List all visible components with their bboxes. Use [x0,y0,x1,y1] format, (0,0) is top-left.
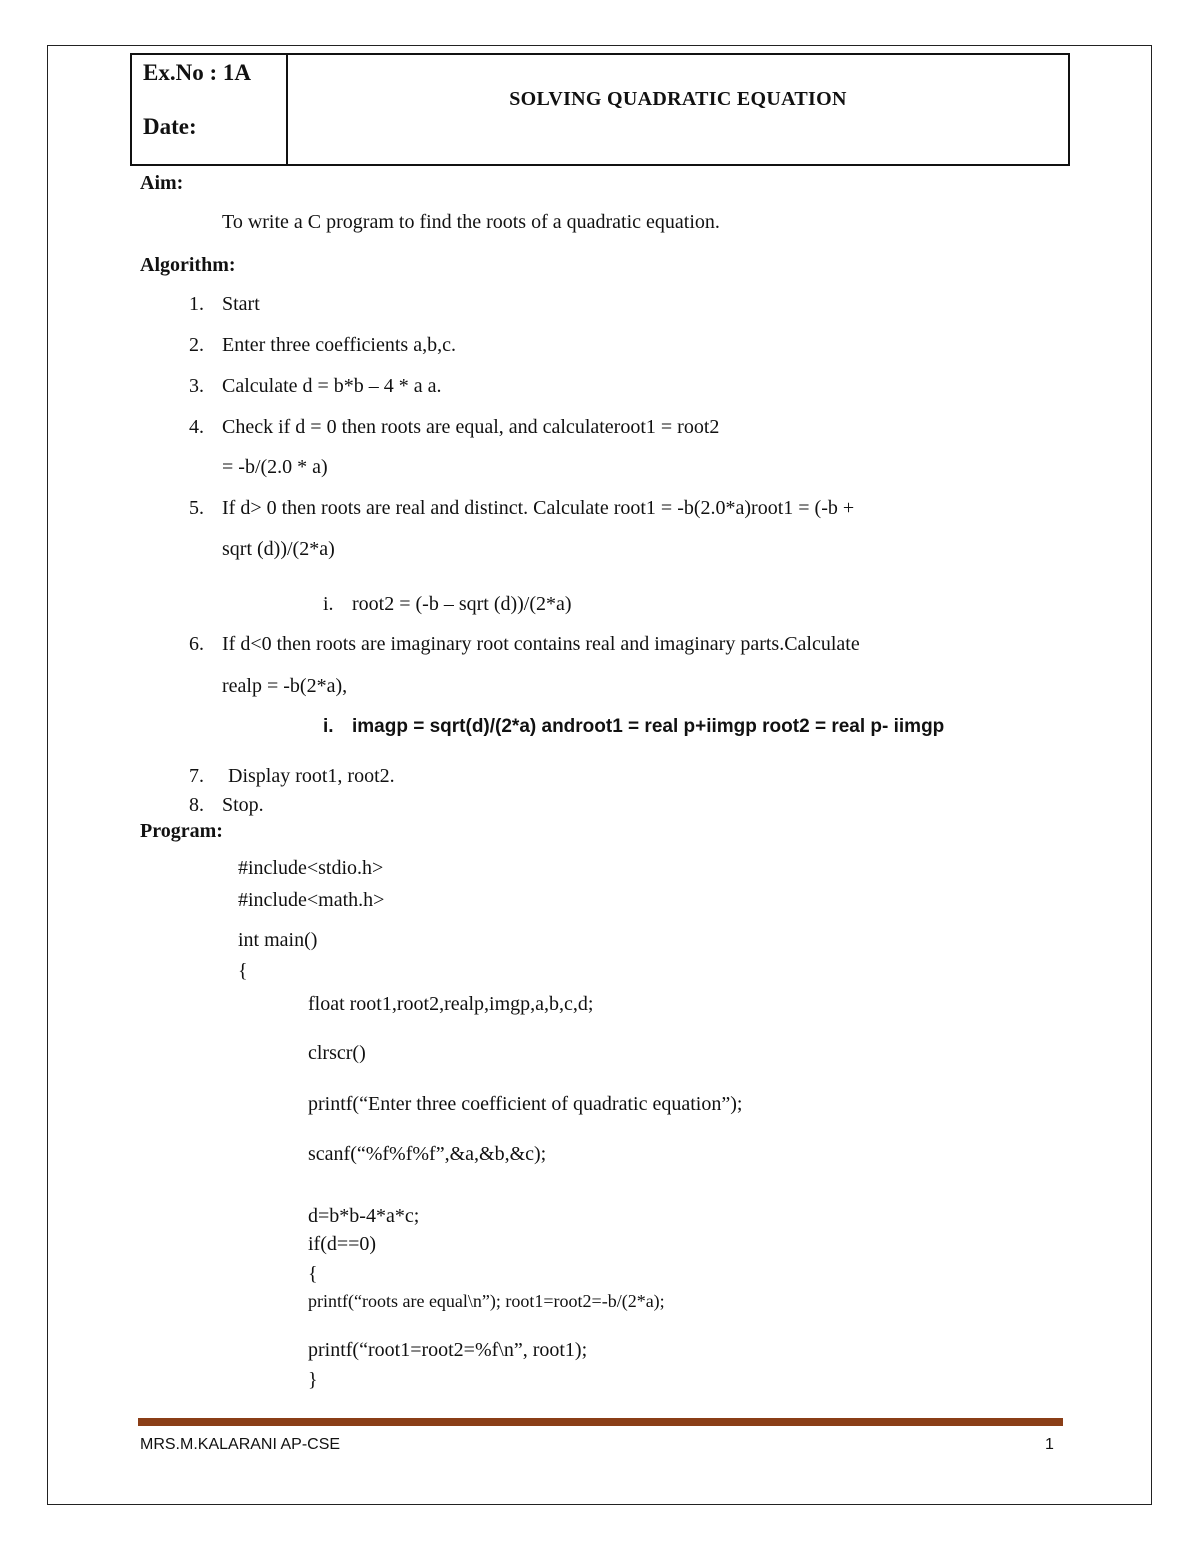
footer-author: MRS.M.KALARANI AP-CSE [140,1436,341,1453]
step-number: 3. [189,375,204,397]
substep-text: root2 = (-b – sqrt (d))/(2*a) [352,593,572,615]
step-text: Enter three coefficients a,b,c. [222,334,456,356]
code-line: int main() [238,929,318,951]
code-line: d=b*b-4*a*c; [308,1205,420,1227]
substep-number: i. [323,593,334,615]
code-line: float root1,root2,realp,imgp,a,b,c,d; [308,993,594,1015]
code-line: #include<stdio.h> [238,857,384,879]
aim-heading: Aim: [140,172,184,194]
date-label: Date: [143,114,197,139]
algorithm-heading: Algorithm: [140,254,236,276]
step-continuation: = -b/(2.0 * a) [222,456,328,478]
step-text: Stop. [222,794,264,816]
step-number: 5. [189,497,204,519]
step-number: 2. [189,334,204,356]
step-number: 1. [189,293,204,315]
code-line: printf(“root1=root2=%f\n”, root1); [308,1339,588,1361]
step-text: Display root1, root2. [228,765,395,787]
substep-number: i. [323,716,334,737]
footer-rule [138,1418,1063,1426]
substep-text: imagp = sqrt(d)/(2*a) androot1 = real p+iimgp root2 = real p- iimgp [352,716,945,737]
step-number: 8. [189,794,204,816]
code-line: if(d==0) [308,1233,377,1255]
code-line: scanf(“%f%f%f”,&a,&b,&c); [308,1143,547,1165]
program-heading: Program: [140,820,223,842]
exercise-number: Ex.No : 1A [143,60,251,85]
code-line: { [308,1263,318,1285]
code-line: clrscr() [308,1042,366,1064]
page-title: SOLVING QUADRATIC EQUATION [509,88,847,110]
code-line: printf(“Enter three coefficient of quadratic equation”); [308,1093,743,1115]
code-line: } [308,1369,318,1391]
step-text: If d<0 then roots are imaginary root contains real and imaginary parts.Calculate [222,633,860,655]
step-text: Check if d = 0 then roots are equal, and calculateroot1 = root2 [222,416,720,438]
code-line: #include<math.h> [238,889,385,911]
step-continuation: realp = -b(2*a), [222,675,348,697]
code-line: { [238,960,248,982]
step-number: 6. [189,633,204,655]
page-number: 1 [1045,1436,1054,1453]
step-text: Calculate d = b*b – 4 * a a. [222,375,442,397]
step-continuation: sqrt (d))/(2*a) [222,538,335,560]
step-number: 7. [189,765,204,787]
header-title-cell [288,55,1068,164]
header-left-cell [132,55,288,164]
aim-text: To write a C program to find the roots of a quadratic equation. [222,211,720,233]
step-number: 4. [189,416,204,438]
step-text: Start [222,293,260,315]
header-table [130,53,1070,166]
code-line: printf(“roots are equal\n”); root1=root2=-b/(2*a); [308,1291,665,1311]
step-text: If d> 0 then roots are real and distinct. Calculate root1 = -b(2.0*a)root1 = (-b + [222,497,855,519]
